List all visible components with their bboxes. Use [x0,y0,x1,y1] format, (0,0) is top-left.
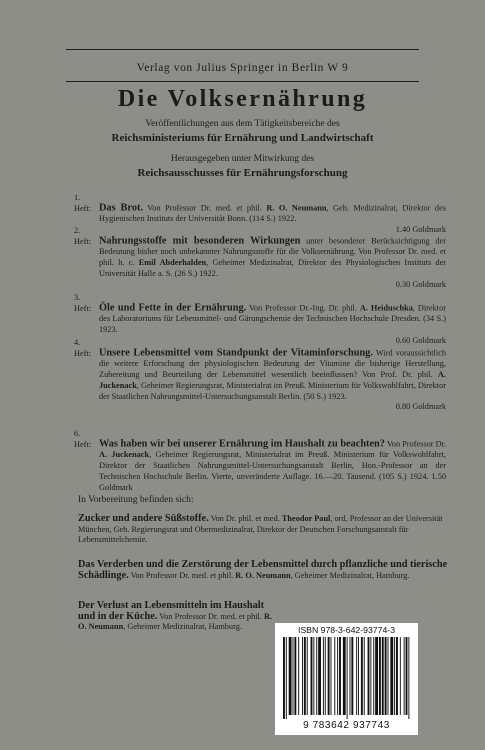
entry-price: 1.50 Goldmark [99,471,446,492]
entry-author: R. O. Neumann [266,203,327,213]
list-item: 2. Heft: Nahrungsstoffe mit besonderen Wirkungen unter besonderer Berücksichtigung der Bedeutung bisher noch unbekannter Nahrungsstoffe für die Volksernährung. Von Professor Dr. med. et phil. h. c. Emil Abderhalden, Geheimer Medizinalrat, Direktor des Physiologischen Instituts der Universität Halle a. S. (26 S.) 1922. 0.30 Goldmark [74,226,447,289]
entry-title: Nahrungsstoffe mit besonderen Wirkungen [99,235,301,247]
in-preparation-heading: In Vorbereitung befinden sich: [78,495,194,505]
entry-price: 0.60 Goldmark [395,335,446,345]
ministry-name: Reichsministeriums für Ernährung und Landwirtschaft [111,132,374,144]
entry-author: A. Juckenack [99,370,446,390]
list-item: Der Verlust an Lebensmitteln im Haushalt und in der Küche. Von Professor Dr. med. et phil. R. O. Neumann, Geheimer Medizinalrat, Hamburg. [78,600,273,632]
entry-author: Emil Abderhalden [138,258,207,268]
list-item: 6. Heft: Was haben wir bei unserer Ernährung im Haushalt zu beachten? Von Professor Dr. A. Juckenack, Geheimer Regierungsrat, Ministerialrat im Preuß. Ministerium für Volkswohlfahrt, Direktor der Staatlichen Nahrungsmittel-Untersuchungsanstalt Berlin, Hon.-Professor an der Technischen Hochschule Berlin. Vierte, unveränderte Auflage. 16.—20. Tausend. (105 S.) 1924. 1.50 Goldmark [74,429,446,492]
list-item: 4. Heft: Unsere Lebensmittel vom Standpunkt der Vitaminforschung. Wird voraussichtlich die weitere Erforschung der physiologischen Bedeutung der Vitamine die bisherige Herstellung, Zubereitung und Beurteilung der Lebensmittel wesentlich beeinflussen? Von Prof. Dr. phil. A. Juckenack, Geheimer Regierungsrat, Ministerialrat im Preuß. Ministerium für Volkswohlfahrt, Direktor der Staatlichen Nahrungsmittel-Untersuchungsanstalt Berlin. (50 S.) 1923. 0.80 Goldmark [74,338,446,412]
committee-name: Reichsausschusses für Ernährungsforschung [137,167,348,179]
barcode-icon [281,637,412,719]
upcoming-title: Der Verlust an Lebensmitteln im Haushalt und in der Küche. [78,600,265,622]
entry-price: 0.80 Goldmark [395,402,446,412]
entry-title: Was haben wir bei unserer Ernährung im Haushalt zu beachten? [99,438,385,450]
entry-title: Das Brot. [99,202,143,214]
series-title: Die Volksernährung [117,86,368,112]
publisher-line: Verlag von Julius Springer in Berlin W 9 [136,62,349,74]
publisher-rule [66,81,419,82]
list-item: 3. Heft: Öle und Fette in der Ernährung. Von Professor Dr.-Ing. Dr. phil. A. Heiduschka, Direktor des Laboratoriums für Lebensmittel- und Gärungschemie der Technischen Hochschule Dresden. (34 S.) 1923. 0.60 Goldmark [74,293,446,345]
upcoming-author: R. O. Neumann [78,611,273,632]
barcode-digits: 9 783642 937743 [303,720,390,731]
barcode-label [275,623,418,735]
list-item: 1. Heft: Das Brot. Von Professor Dr. med. et phil. R. O. Neumann, Geh. Medizinalrat, Direktor des Hygienischen Instituts der Universität Bonn. (114 S.) 1922. 1.40 Goldmark [74,193,446,235]
entry-price: 1.40 Goldmark [395,225,446,235]
entry-price: 0.30 Goldmark [395,279,446,289]
upcoming-title: Zucker und andere Süßstoffe. [78,513,209,524]
entry-author: A. Heiduschka [359,303,413,313]
editor-note: Herausgegeben unter Mitwirkung des [170,154,315,164]
top-rule [66,49,419,50]
upcoming-title: Das Verderben und die Zerstörung der Lebensmittel durch pflanzliche und tierische Schädlinge. [78,559,448,581]
isbn-text: ISBN 978-3-642-93774-3 [297,625,396,635]
entry-title: Unsere Lebensmittel vom Standpunkt der Vitaminforschung. [99,347,373,359]
upcoming-author: R. O. Neumann [235,570,291,580]
publications-note: Veröffentlichungen aus dem Tätigkeitsbereiche des [145,119,340,129]
entry-title: Öle und Fette in der Ernährung. [99,302,247,314]
list-item: Zucker und andere Süßstoffe. Von Dr. phil. et med. Theodor Paul, ord. Professor an der Universität München, Geh. Regierungsrat und Obermedizinalrat, Direktor der Deutschen Forschungsanstalt für Lebensmittelchemie. [78,513,443,545]
upcoming-author: Theodor Paul [281,514,331,523]
list-item: Das Verderben und die Zerstörung der Lebensmittel durch pflanzliche und tierische Schädlinge. Von Professor Dr. med. et phil. R. O. Neumann, Geheimer Medizinalrat, Hamburg. [78,559,448,581]
entry-author: A. Juckenack [99,450,150,460]
